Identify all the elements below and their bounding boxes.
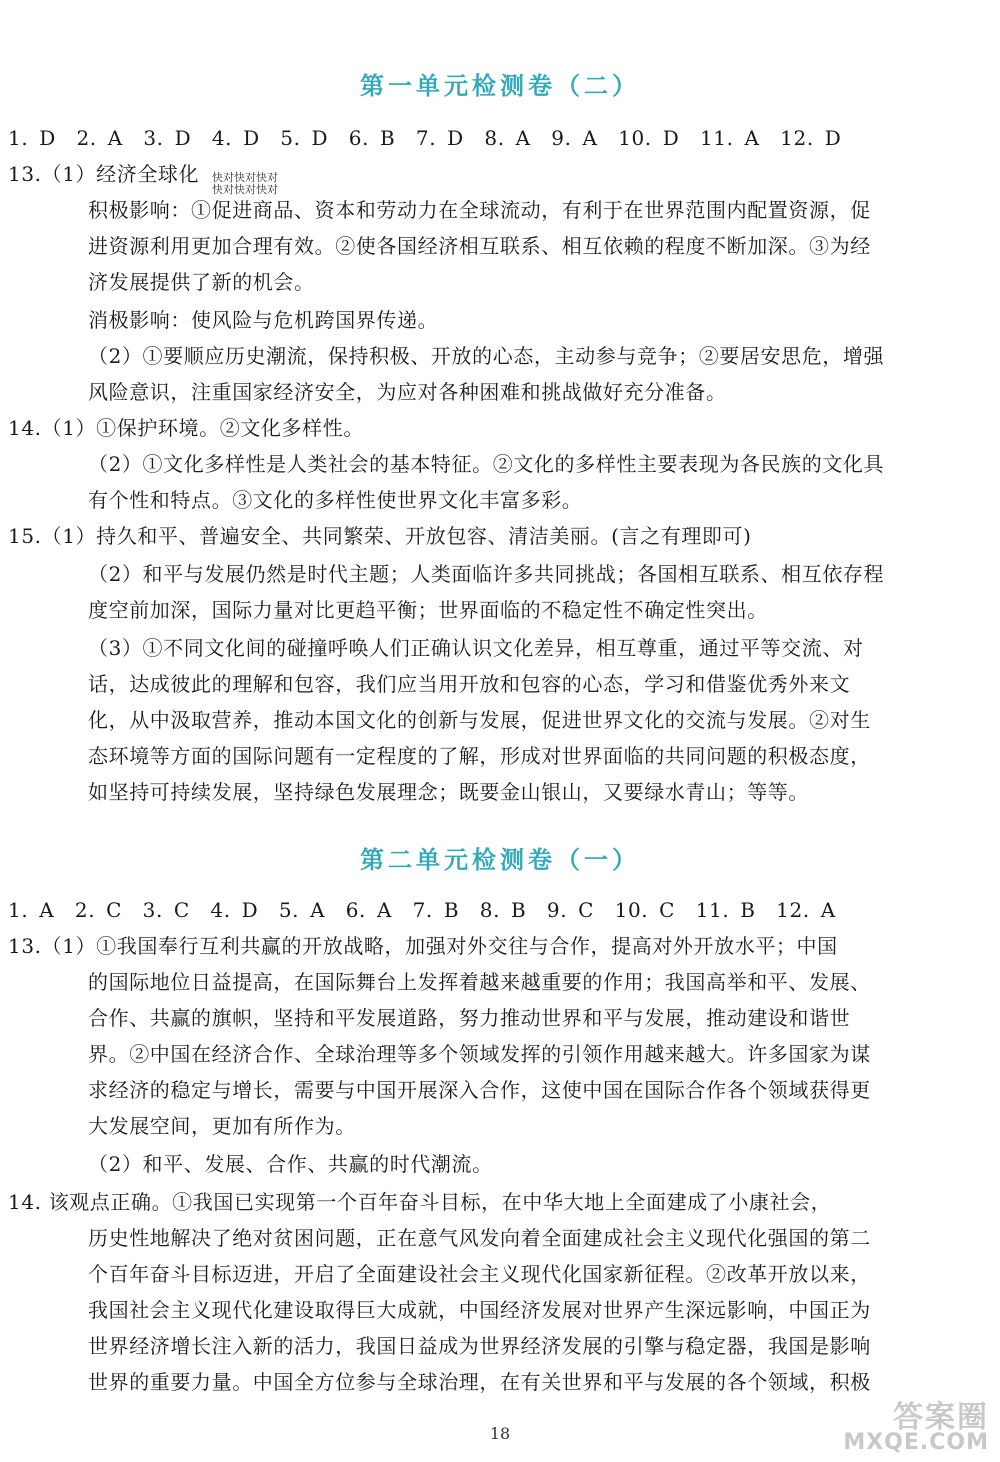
- answer-line: 13.（1）经济全球化: [8, 162, 200, 186]
- answer-line: 世界的重要力量。中国全方位参与全球治理，在有关世界和平与发展的各个领域，积极: [88, 1370, 871, 1394]
- answer-line: （3）①不同文化间的碰撞呼唤人们正确认识文化差异，相互尊重，通过平等交流、对: [88, 636, 864, 660]
- answer-line: 大发展空间，更加有所作为。: [88, 1114, 356, 1138]
- watermark-logo: 答案圈 MXQE.COM: [843, 1400, 989, 1455]
- answer-line: 化，从中汲取营养，推动本国文化的创新与发展，促进世界文化的交流与发展。②对生: [88, 708, 871, 732]
- answer-line: 合作、共赢的旗帜，坚持和平发展道路，努力推动世界和平与发展，推动建设和谐世: [88, 1006, 851, 1030]
- answer-line: 风险意识，注重国家经济安全，为应对各种困难和挑战做好充分准备。: [88, 380, 727, 404]
- answer-line: 积极影响：①促进商品、资本和劳动力在全球流动，有利于在世界范围内配置资源，促: [88, 198, 871, 222]
- answer-line: 13.（1）①我国奉行互利共赢的开放战略，加强对外交往与合作，提高对外开放水平；中国: [8, 934, 838, 958]
- answer-line: 的国际地位日益提高，在国际舞台上发挥着越来越重要的作用；我国高举和平、发展、: [88, 970, 871, 994]
- page-number: 18: [489, 1424, 511, 1443]
- answer-line: （2）和平与发展仍然是时代主题；人类面临许多共同挑战；各国相互联系、相互依存程: [88, 562, 885, 586]
- mcq-answers: 1. A 2. C 3. C 4. D 5. A 6. A 7. B 8. B 9. C 10. C 11. B 12. A: [8, 898, 836, 922]
- answer-line: 如坚持可持续发展，坚持绿色发展理念；既要金山银山，又要绿水青山；等等。: [88, 780, 809, 804]
- answer-line: 我国社会主义现代化建设取得巨大成就，中国经济发展对世界产生深远影响，中国正为: [88, 1298, 871, 1322]
- answer-line: 济发展提供了新的机会。: [88, 270, 315, 294]
- answer-line: （2）①要顺应历史潮流，保持积极、开放的心态，主动参与竞争；②要居安思危，增强: [88, 344, 885, 368]
- answer-line: （2）和平、发展、合作、共赢的时代潮流。: [88, 1152, 493, 1176]
- answer-line: 15.（1）持久和平、普遍安全、共同繁荣、开放包容、清洁美丽。(言之有理即可): [8, 524, 752, 548]
- answer-line: 求经济的稳定与增长，需要与中国开展深入合作，这使中国在国际合作各个领域获得更: [88, 1078, 871, 1102]
- answer-line: 有个性和特点。③文化的多样性使世界文化丰富多彩。: [88, 488, 583, 512]
- answer-line: 界。②中国在经济合作、全球治理等多个领域发挥的引领作用越来越大。许多国家为谋: [88, 1042, 871, 1066]
- answer-line: 14. 该观点正确。①我国已实现第一个百年奋斗目标，在中华大地上全面建成了小康社会，: [8, 1190, 832, 1214]
- answer-line: 个百年奋斗目标迈进，开启了全面建设社会主义现代化国家新征程。②改革开放以来，: [88, 1262, 871, 1286]
- answer-line: 消极影响：使风险与危机跨国界传递。: [88, 308, 439, 332]
- answer-line: 度空前加深，国际力量对比更趋平衡；世界面临的不稳定性不确定性突出。: [88, 598, 768, 622]
- answer-line: 话，达成彼此的理解和包容，我们应当用开放和包容的心态，学习和借鉴优秀外来文: [88, 672, 851, 696]
- section-title: 第二单元检测卷（一）: [360, 846, 640, 874]
- handwritten-note: 快对快对快对 快对快对快对: [212, 171, 278, 196]
- answer-line: 14.（1）①保护环境。②文化多样性。: [8, 416, 364, 440]
- answer-line: 世界经济增长注入新的活力，我国日益成为世界经济发展的引擎与稳定器，我国是影响: [88, 1334, 871, 1358]
- answer-line: （2）①文化多样性是人类社会的基本特征。②文化的多样性主要表现为各民族的文化具: [88, 452, 885, 476]
- answer-line: 历史性地解决了绝对贫困问题，正在意气风发向着全面建成社会主义现代化强国的第二: [88, 1226, 871, 1250]
- answer-line: 进资源利用更加合理有效。②使各国经济相互联系、相互依赖的程度不断加深。③为经: [88, 234, 871, 258]
- section-title: 第一单元检测卷（二）: [360, 72, 640, 100]
- mcq-answers: 1. D 2. A 3. D 4. D 5. D 6. B 7. D 8. A 9. A 10. D 11. A 12. D: [8, 126, 842, 150]
- answer-line: 态环境等方面的国际问题有一定程度的了解，形成对世界面临的共同问题的积极态度，: [88, 744, 871, 768]
